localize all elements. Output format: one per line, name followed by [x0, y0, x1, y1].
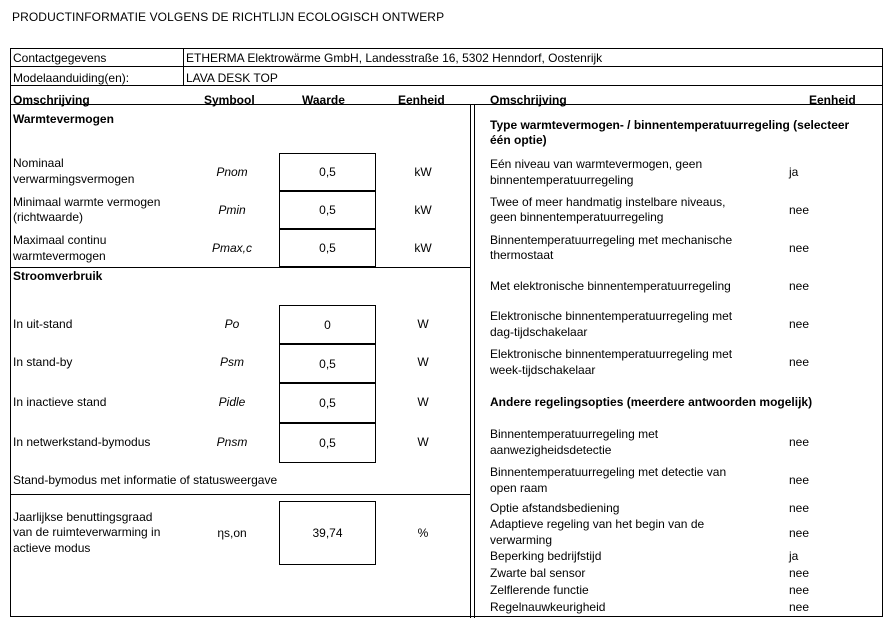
row-value: nee — [789, 501, 810, 515]
row-label-cont: (richtwaarde) — [13, 210, 84, 224]
section-warmtevermogen: Warmtevermogen — [13, 112, 114, 126]
column-divider — [183, 49, 184, 85]
row-value: nee — [789, 355, 810, 369]
model-label: Modelaanduiding(en): — [13, 71, 130, 85]
row-label: Jaarlijkse benuttingsgraad — [13, 510, 153, 524]
row-label: Zwarte bal sensor — [490, 566, 586, 580]
row-label: Elektronische binnentemperatuurregeling met — [490, 347, 733, 361]
row-unit: W — [417, 355, 429, 369]
row-label-cont: binnentemperatuurregeling — [490, 173, 634, 187]
row-label: In inactieve stand — [13, 395, 107, 409]
row-label: Maximaal continu — [13, 233, 107, 247]
row-symbol: Pmax,c — [211, 241, 252, 255]
value-box — [279, 501, 376, 565]
row-value: ja — [789, 549, 799, 563]
row-label-cont: van de ruimteverwarming in — [13, 525, 161, 539]
section-type-regeling: Type warmtevermogen- / binnentemperatuurregeling (selecteer — [490, 118, 850, 132]
model-value: LAVA DESK TOP — [186, 71, 278, 85]
row-value: nee — [789, 526, 810, 540]
row-value: nee — [789, 435, 810, 449]
row-value: nee — [789, 279, 810, 293]
row-value: 0,5 — [319, 396, 336, 410]
row-value: nee — [789, 241, 810, 255]
row-label: Minimaal warmte vermogen — [13, 195, 161, 209]
row-label: Binnentemperatuurregeling met detectie van — [490, 465, 727, 479]
row-label: In netwerkstand-bymodus — [13, 435, 151, 449]
row-value: 39,74 — [312, 526, 343, 540]
value-box — [279, 153, 376, 191]
row-label-cont: geen binnentemperatuurregeling — [490, 210, 664, 224]
row-symbol: ηs,on — [217, 526, 247, 540]
value-box — [279, 344, 376, 383]
row-label-cont: thermostaat — [490, 248, 554, 262]
row-label: Optie afstandsbediening — [490, 501, 620, 515]
section-stroomverbruik: Stroomverbruik — [13, 269, 103, 283]
value-box — [279, 191, 376, 229]
col-header-eenheid-right: Eenheid — [809, 93, 856, 107]
col-header-waarde: Waarde — [302, 93, 345, 107]
row-label: Eén niveau van warmtevermogen, geen — [490, 157, 703, 171]
row-value: 0,5 — [319, 203, 336, 217]
value-box — [279, 383, 376, 423]
row-symbol: Psm — [220, 355, 244, 369]
col-header-symbool: Symbool — [204, 93, 255, 107]
row-symbol: Pnom — [216, 165, 248, 179]
row-label: Met elektronische binnentemperatuurregeling — [490, 279, 731, 293]
row-divider — [11, 66, 882, 67]
row-unit: kW — [414, 241, 432, 255]
col-header-omschrijving-right: Omschrijving — [490, 93, 567, 107]
row-unit: kW — [414, 203, 432, 217]
row-unit: % — [417, 526, 429, 540]
row-label-cont: warmtevermogen — [13, 249, 106, 263]
section-divider — [11, 267, 470, 268]
contact-value: ETHERMA Elektrowärme GmbH, Landesstraße 16, 5302 Henndorf, Oostenrijk — [186, 51, 603, 65]
row-divider — [11, 104, 882, 105]
row-label: Adaptieve regeling van het begin van de — [490, 517, 705, 531]
row-value: 0 — [324, 317, 331, 332]
row-symbol: Pidle — [218, 395, 246, 409]
row-label: In uit-stand — [13, 317, 73, 331]
row-label-cont: open raam — [490, 481, 548, 495]
row-symbol: Pnsm — [216, 435, 248, 449]
row-value: nee — [789, 600, 810, 614]
section-andere-regeling: Andere regelingsopties (meerdere antwoorden mogelijk) — [490, 395, 813, 409]
row-label: In stand-by — [13, 355, 73, 369]
row-label: Regelnauwkeurigheid — [490, 600, 606, 614]
row-unit: W — [417, 317, 429, 331]
row-value: nee — [789, 317, 810, 331]
row-label-cont: verwarming — [490, 533, 553, 547]
row-label: Binnentemperatuurregeling met — [490, 427, 659, 441]
row-label: Twee of meer handmatig instelbare niveaus, — [490, 195, 726, 209]
row-label: Beperking bedrijfstijd — [490, 549, 602, 563]
row-label: Zelflerende functie — [490, 583, 589, 597]
contact-label: Contactgegevens — [13, 51, 107, 65]
row-divider — [11, 85, 882, 86]
section-divider — [11, 494, 470, 495]
row-symbol: Po — [224, 317, 240, 331]
value-box — [279, 229, 376, 267]
row-label-cont: verwarmingsvermogen — [13, 172, 135, 186]
col-header-omschrijving: Omschrijving — [13, 93, 90, 107]
row-value: ja — [789, 165, 799, 179]
row-value: 0,5 — [319, 241, 336, 255]
row-unit: kW — [414, 165, 432, 179]
row-label: Binnentemperatuurregeling met mechanische — [490, 233, 733, 247]
row-value: 0,5 — [319, 436, 336, 450]
row-label-cont: aanwezigheidsdetectie — [490, 443, 612, 457]
row-value: nee — [789, 566, 810, 580]
row-unit: W — [417, 435, 429, 449]
row-symbol: Pmin — [218, 203, 246, 217]
row-value: nee — [789, 583, 810, 597]
page-title: PRODUCTINFORMATIE VOLGENS DE RICHTLIJN ECOLOGISCH ONTWERP — [12, 10, 445, 24]
row-label: Elektronische binnentemperatuurregeling met — [490, 309, 733, 323]
row-label: Nominaal — [13, 156, 64, 170]
row-value: 0,5 — [319, 165, 336, 179]
row-value: nee — [789, 203, 810, 217]
row-label-cont: week-tijdschakelaar — [490, 363, 596, 377]
value-box — [279, 305, 376, 344]
row-value: nee — [789, 473, 810, 487]
section-type-regeling-cont: één optie) — [490, 133, 547, 147]
value-box — [279, 423, 376, 463]
column-divider — [474, 104, 475, 618]
row-value: 0,5 — [319, 356, 336, 371]
row-label-cont: actieve modus — [13, 541, 91, 555]
standby-info-label: Stand-bymodus met informatie of statusweergave — [13, 473, 278, 487]
col-header-eenheid: Eenheid — [398, 93, 445, 107]
row-unit: W — [417, 395, 429, 409]
column-divider — [470, 104, 471, 618]
row-label-cont: dag-tijdschakelaar — [490, 325, 588, 339]
